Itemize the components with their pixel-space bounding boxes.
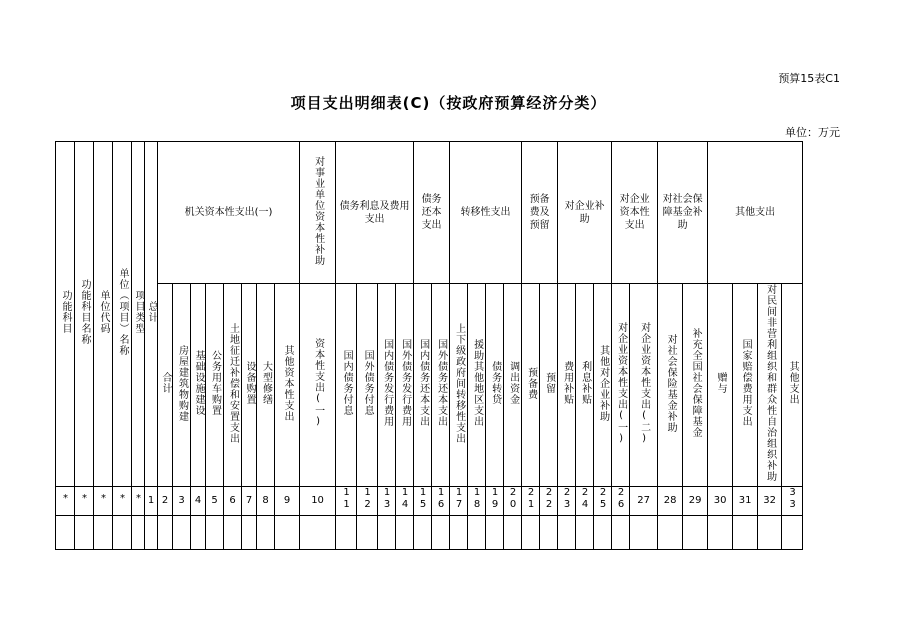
index-cell-30	[612, 487, 630, 516]
header-id-1-text: 功能科目名称	[79, 279, 90, 345]
index-cell-37	[782, 487, 803, 516]
index-cell-13-text: 9	[283, 495, 291, 506]
index-cell-8-text: 4	[194, 495, 202, 506]
sub-header-2-3-text: 国外债务发行费用	[399, 339, 411, 427]
sub-header-4-2	[486, 284, 504, 487]
data-cell-8	[191, 516, 206, 550]
sub-header-0-0-text: 合计	[160, 372, 171, 394]
index-cell-19-text: 15	[417, 487, 429, 511]
index-cell-25-text: 21	[525, 487, 537, 511]
data-cell-5	[145, 516, 158, 550]
index-cell-9-text: 5	[211, 495, 218, 506]
sub-header-4-3-text: 调出资金	[507, 361, 519, 405]
sub-header-3-0	[414, 284, 432, 487]
sub-header-4-1	[468, 284, 486, 487]
index-cell-29	[594, 487, 612, 516]
sub-header-0-1	[173, 284, 191, 487]
sub-header-0-7	[275, 284, 300, 487]
data-cell-33	[683, 516, 708, 550]
index-cell-28-text: 24	[579, 487, 591, 511]
index-cell-0-text: *	[60, 493, 71, 505]
index-cell-35	[733, 487, 758, 516]
index-cell-26-text: 22	[543, 487, 555, 511]
index-cell-27	[558, 487, 576, 516]
sub-header-0-1-text: 房屋建筑物购建	[176, 344, 188, 422]
sub-header-0-5-text: 设备购置	[244, 361, 255, 405]
form-code: 预算15表C1	[778, 72, 840, 85]
index-cell-28	[576, 487, 594, 516]
index-cell-6	[158, 487, 173, 516]
index-cell-33	[683, 487, 708, 516]
header-id-5	[145, 142, 158, 487]
index-cell-5-text: 1	[147, 495, 155, 506]
index-cell-32	[658, 487, 683, 516]
data-cell-21	[450, 516, 468, 550]
data-cell-36	[758, 516, 782, 550]
index-cell-8	[191, 487, 206, 516]
index-cell-34	[708, 487, 733, 516]
page-title: 项目支出明细表(C)（按政府预算经济分类）	[290, 94, 607, 112]
data-cell-37	[782, 516, 803, 550]
data-cell-27	[558, 516, 576, 550]
data-cell-14	[300, 516, 336, 550]
sub-header-7-1-text: 对企业资本性支出(二)	[638, 321, 650, 445]
sub-header-5-1-text: 预留	[543, 372, 555, 394]
index-cell-17-text: 13	[381, 487, 393, 511]
index-cell-17	[378, 487, 396, 516]
index-cell-16	[357, 487, 378, 516]
data-cell-6	[158, 516, 173, 550]
data-cell-34	[708, 516, 733, 550]
header-id-3-text: 单位（项目）名称	[117, 268, 128, 356]
data-cell-18	[396, 516, 414, 550]
sub-header-9-0	[708, 284, 733, 487]
data-cell-26	[540, 516, 558, 550]
sub-header-0-6	[257, 284, 275, 487]
header-id-0-text: 功能科目	[60, 290, 71, 334]
header-id-3	[113, 142, 132, 487]
index-cell-24	[504, 487, 522, 516]
sub-header-0-4-text: 土地征迁补偿和安置支出	[227, 322, 239, 444]
data-cell-29	[594, 516, 612, 550]
sub-header-5-1	[540, 284, 558, 487]
sub-header-8-1	[683, 284, 708, 487]
unit-label: 单位：万元	[785, 126, 840, 139]
sub-header-3-1-text: 国外债务还本支出	[435, 339, 447, 427]
data-cell-20	[432, 516, 450, 550]
sub-header-4-0-text: 上下级政府间转移性支出	[453, 322, 465, 444]
index-cell-10	[224, 487, 242, 516]
data-cell-13	[275, 516, 300, 550]
index-cell-3-text: *	[117, 493, 128, 505]
index-cell-31-text: 27	[637, 495, 650, 506]
data-cell-0	[56, 516, 75, 550]
group-header-6-text: 对企业补助	[564, 200, 605, 225]
index-cell-4-text: *	[133, 493, 144, 505]
sub-header-4-0	[450, 284, 468, 487]
expenditure-table	[55, 141, 803, 550]
index-cell-9	[206, 487, 224, 516]
sub-header-0-3-text: 公务用车购置	[209, 350, 221, 416]
sub-header-4-1-text: 援助其他地区支出	[471, 339, 483, 427]
sub-header-0-7-text: 其他资本性支出	[282, 344, 294, 422]
group-header-8	[658, 142, 708, 284]
data-cell-19	[414, 516, 432, 550]
index-cell-10-text: 6	[229, 495, 236, 506]
index-cell-20-text: 16	[435, 487, 447, 511]
group-header-1-text: 对事业单位资本性补助	[312, 155, 324, 266]
index-cell-11-text: 7	[245, 495, 253, 506]
index-cell-36-text: 32	[763, 495, 776, 506]
index-cell-15	[336, 487, 357, 516]
data-cell-16	[357, 516, 378, 550]
index-cell-35-text: 31	[738, 495, 752, 506]
group-header-4	[450, 142, 522, 284]
data-cell-17	[378, 516, 396, 550]
group-header-7	[612, 142, 658, 284]
data-cell-1	[75, 516, 94, 550]
index-cell-12-text: 8	[262, 495, 269, 506]
sub-header-7-0-text: 对企业资本性支出(一)	[615, 321, 627, 445]
header-id-2-text: 单位代码	[98, 290, 109, 334]
sub-header-1-0-text: 资本性支出(一)	[312, 338, 324, 428]
sub-header-0-2	[191, 284, 206, 487]
data-cell-15	[336, 516, 357, 550]
index-cell-29-text: 25	[597, 487, 609, 511]
index-cell-22	[468, 487, 486, 516]
index-cell-36	[758, 487, 782, 516]
data-cell-24	[504, 516, 522, 550]
index-cell-16-text: 12	[362, 487, 374, 511]
sub-header-2-0	[336, 284, 357, 487]
group-header-6	[558, 142, 612, 284]
sub-header-2-3	[396, 284, 414, 487]
sub-header-6-2	[594, 284, 612, 487]
index-cell-24-text: 20	[507, 487, 519, 511]
index-cell-33-text: 29	[688, 495, 702, 506]
sub-header-7-1	[630, 284, 658, 487]
index-cell-14-text: 10	[311, 495, 324, 506]
sub-header-7-0	[612, 284, 630, 487]
sub-header-2-0-text: 国内债务付息	[341, 350, 353, 416]
sub-header-6-1-text: 利息补贴	[579, 361, 591, 405]
sub-header-9-1-text: 国家赔偿费用支出	[740, 339, 752, 427]
data-cell-9	[206, 516, 224, 550]
sub-header-4-2-text: 债务转贷	[489, 361, 501, 405]
data-cell-7	[173, 516, 191, 550]
header-id-4	[132, 142, 145, 487]
sub-header-2-1	[357, 284, 378, 487]
header-id-1	[75, 142, 94, 487]
header-id-4-text: 项目类型	[133, 290, 144, 334]
group-header-0	[158, 142, 300, 284]
sub-header-8-1-text: 补充全国社会保障基金	[690, 328, 702, 438]
header-id-0	[56, 142, 75, 487]
sub-header-6-0	[558, 284, 576, 487]
sub-header-3-0-text: 国内债务还本支出	[417, 339, 429, 427]
group-header-5	[522, 142, 558, 284]
sub-header-2-2-text: 国内债务发行费用	[381, 339, 393, 427]
data-cell-22	[468, 516, 486, 550]
sub-header-9-3	[782, 284, 803, 487]
data-cell-10	[224, 516, 242, 550]
sub-header-8-0-text: 对社会保险基金补助	[665, 333, 677, 433]
group-header-9-text: 其他支出	[735, 207, 776, 218]
group-header-2-text: 债务利息及费用支出	[339, 200, 410, 225]
index-cell-18	[396, 487, 414, 516]
index-cell-18-text: 14	[399, 487, 411, 511]
sub-header-5-0	[522, 284, 540, 487]
group-header-9	[708, 142, 803, 284]
header-id-2	[94, 142, 113, 487]
data-cell-32	[658, 516, 683, 550]
index-cell-1-text: *	[79, 493, 90, 505]
index-cell-37-text: 33	[787, 487, 799, 511]
index-cell-12	[257, 487, 275, 516]
sub-header-0-0	[158, 284, 173, 487]
sub-header-5-0-text: 预备费	[525, 366, 537, 400]
index-cell-13	[275, 487, 300, 516]
data-cell-30	[612, 516, 630, 550]
sub-header-1-0	[300, 284, 336, 487]
sub-header-9-2	[758, 284, 782, 487]
index-cell-23-text: 19	[489, 487, 501, 511]
index-cell-25	[522, 487, 540, 516]
group-header-3-text: 债务还本支出	[421, 194, 442, 231]
sub-header-2-2	[378, 284, 396, 487]
sub-header-6-0-text: 费用补贴	[561, 361, 573, 405]
data-cell-31	[630, 516, 658, 550]
data-cell-23	[486, 516, 504, 550]
index-cell-22-text: 18	[471, 487, 483, 511]
index-cell-7	[173, 487, 191, 516]
index-cell-27-text: 23	[561, 487, 573, 511]
index-cell-26	[540, 487, 558, 516]
group-header-8-text: 对社会保障基金补助	[662, 194, 703, 231]
header-id-5-text: 总计	[146, 301, 157, 323]
group-header-7-text: 对企业资本性支出	[619, 194, 650, 231]
sub-header-3-1	[432, 284, 450, 487]
sub-header-0-5	[242, 284, 257, 487]
sub-header-4-3	[504, 284, 522, 487]
sub-header-6-1	[576, 284, 594, 487]
sub-header-8-0	[658, 284, 683, 487]
data-cell-12	[257, 516, 275, 550]
index-cell-19	[414, 487, 432, 516]
index-cell-21-text: 17	[453, 487, 465, 511]
index-cell-3	[113, 487, 132, 516]
expenditure-table-container	[55, 141, 803, 550]
group-header-0-text: 机关资本性支出(一)	[184, 207, 273, 218]
data-cell-3	[113, 516, 132, 550]
index-cell-21	[450, 487, 468, 516]
index-cell-11	[242, 487, 257, 516]
index-cell-2-text: *	[98, 493, 109, 505]
sub-header-9-1	[733, 284, 758, 487]
sub-header-0-3	[206, 284, 224, 487]
data-cell-28	[576, 516, 594, 550]
sub-header-0-6-text: 大型修缮	[260, 361, 272, 405]
sub-header-9-0-text: 赠与	[715, 372, 727, 394]
group-header-2	[336, 142, 414, 284]
data-cell-11	[242, 516, 257, 550]
index-cell-30-text: 26	[615, 487, 627, 511]
index-cell-31	[630, 487, 658, 516]
index-cell-7-text: 3	[178, 495, 185, 506]
index-cell-14	[300, 487, 336, 516]
data-cell-4	[132, 516, 145, 550]
data-cell-25	[522, 516, 540, 550]
index-cell-2	[94, 487, 113, 516]
data-cell-35	[733, 516, 758, 550]
sub-header-6-2-text: 其他对企业补助	[597, 344, 609, 422]
index-cell-34-text: 30	[713, 495, 727, 506]
sub-header-0-4	[224, 284, 242, 487]
sub-header-9-3-text: 其他支出	[787, 361, 799, 405]
group-header-4-text: 转移性支出	[460, 207, 511, 218]
sub-header-0-2-text: 基础设施建设	[193, 350, 204, 416]
index-cell-0	[56, 487, 75, 516]
group-header-5-text: 预备费及预留	[529, 194, 550, 231]
index-cell-4	[132, 487, 145, 516]
sub-header-2-1-text: 国外债务付息	[362, 350, 374, 416]
index-cell-6-text: 2	[161, 495, 169, 506]
index-cell-32-text: 28	[663, 495, 677, 506]
index-cell-23	[486, 487, 504, 516]
index-cell-5	[145, 487, 158, 516]
index-cell-20	[432, 487, 450, 516]
data-cell-2	[94, 516, 113, 550]
sub-header-9-2-text: 对民间非营利组织和群众性自治组织补助	[764, 284, 776, 482]
index-cell-1	[75, 487, 94, 516]
index-cell-15-text: 11	[341, 487, 353, 511]
group-header-1	[300, 142, 336, 284]
group-header-3	[414, 142, 450, 284]
